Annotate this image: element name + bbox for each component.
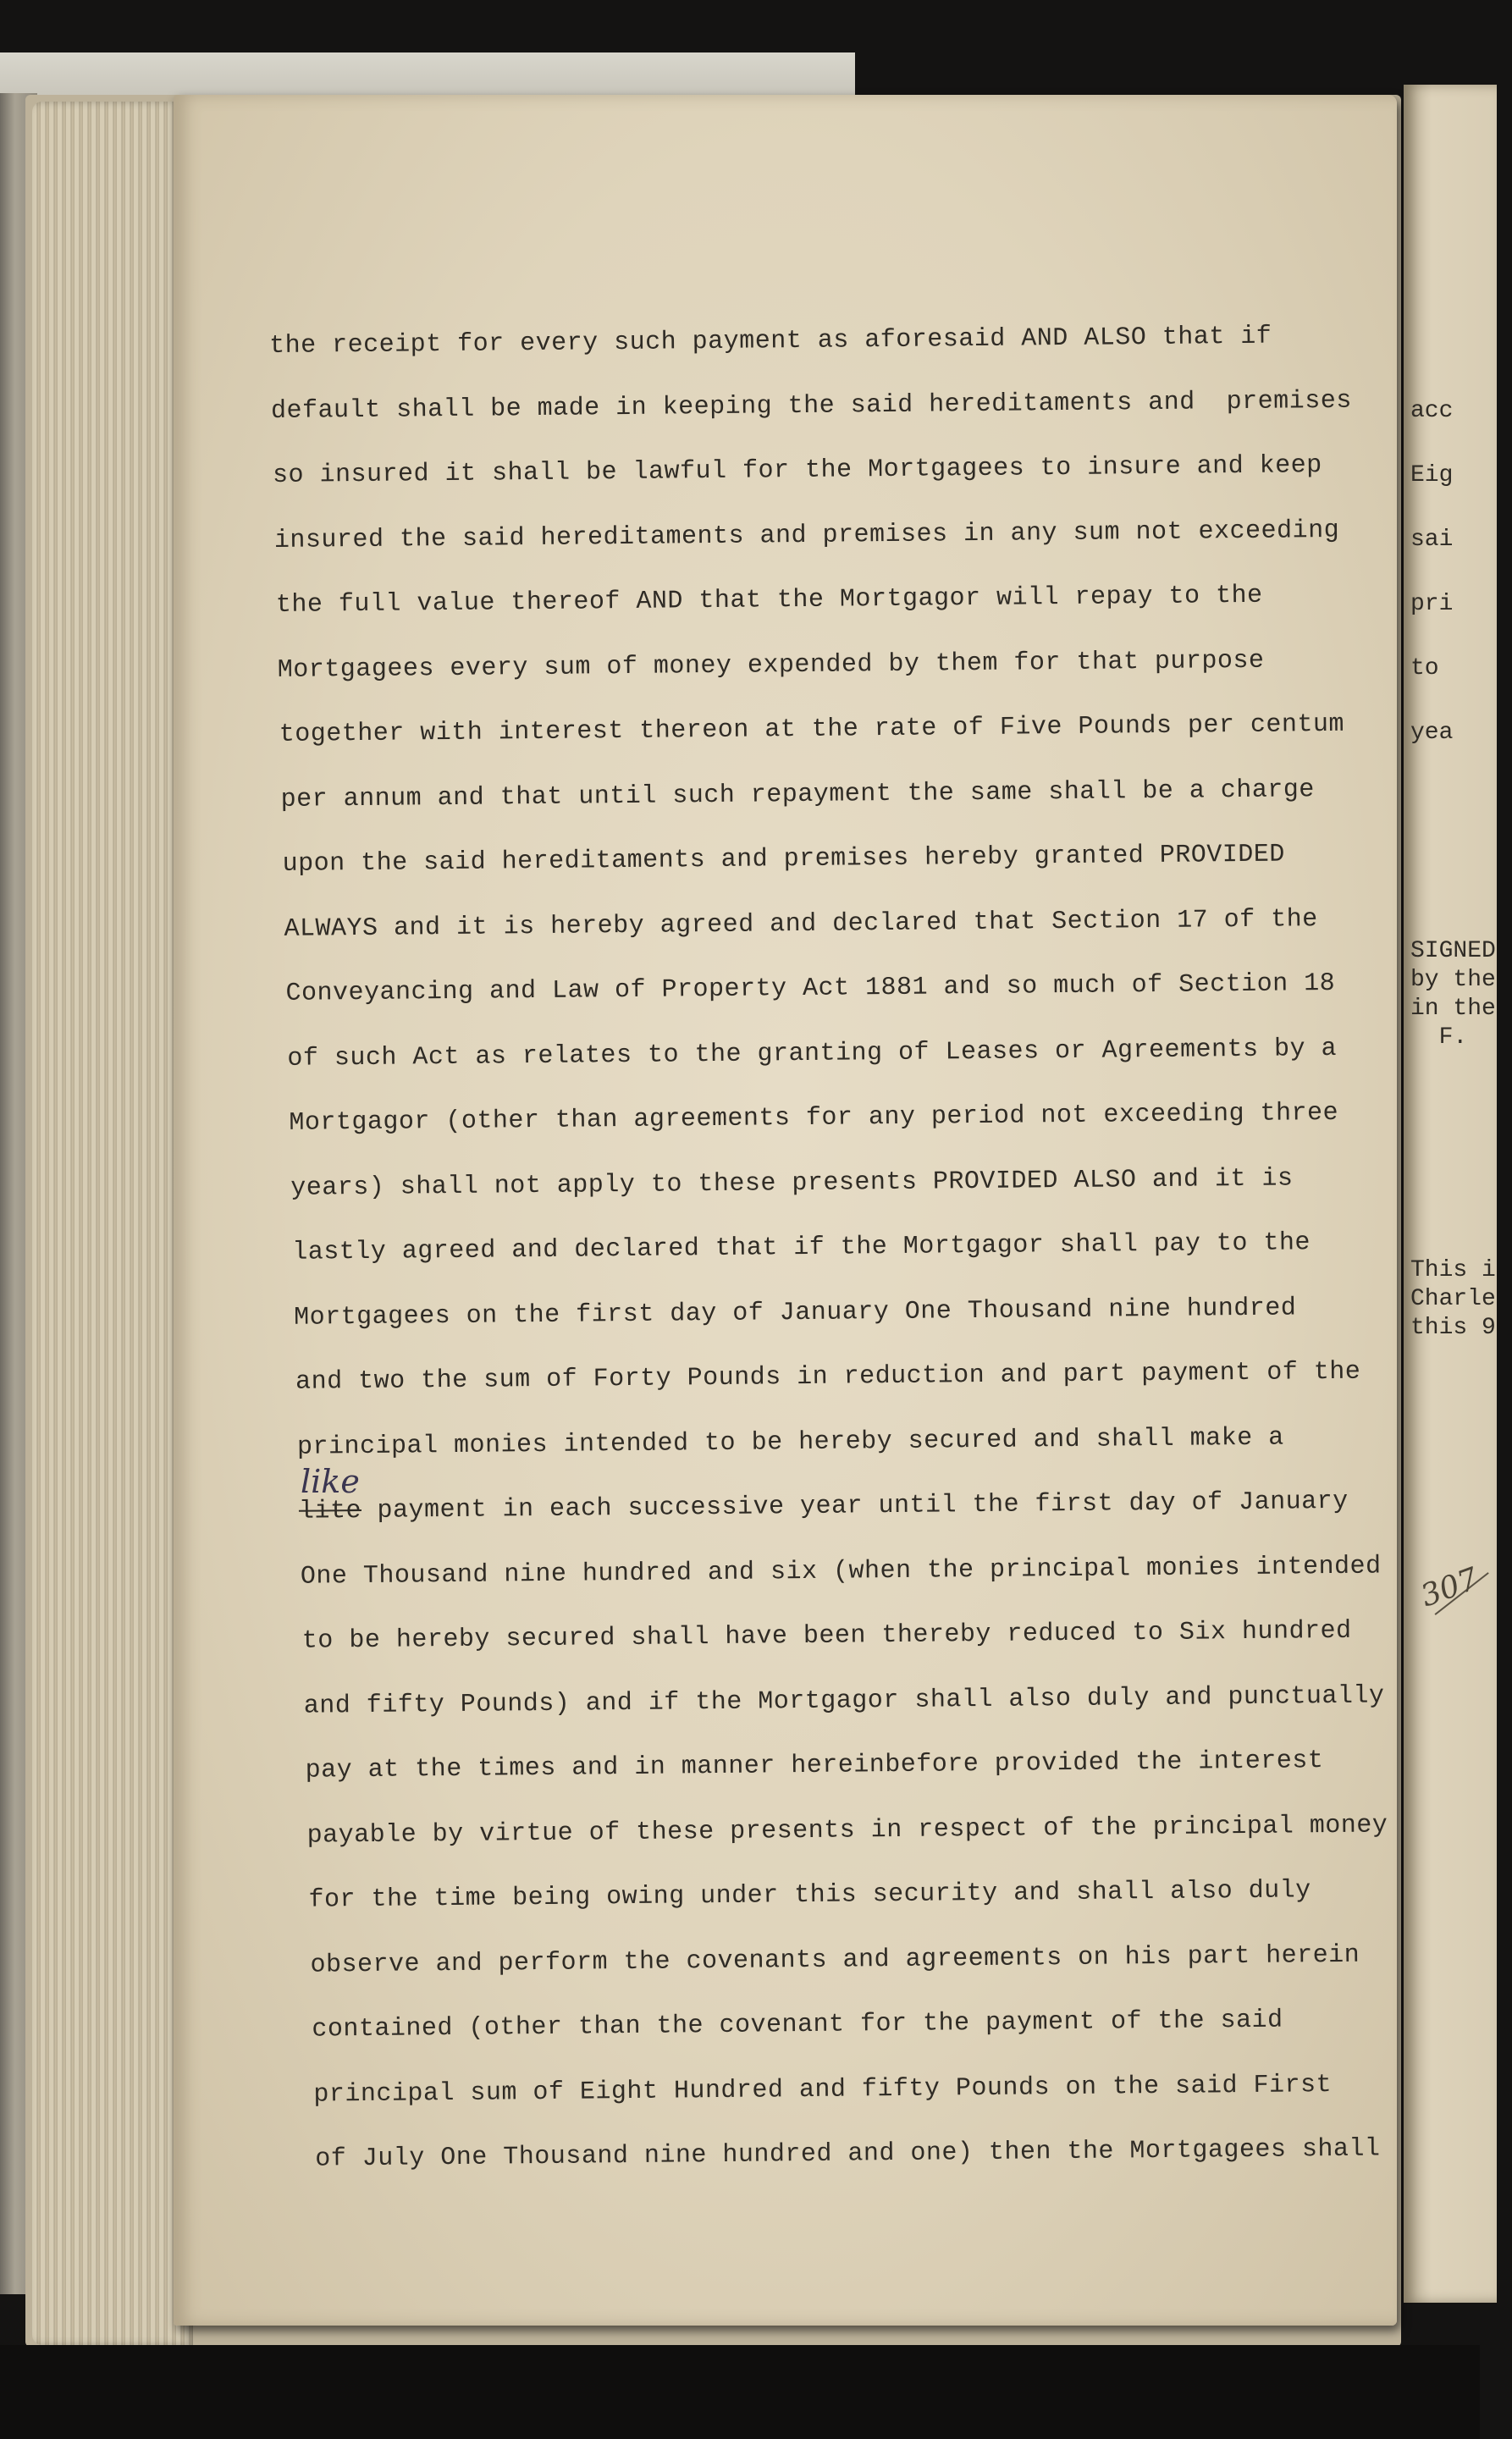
document-line: the receipt for every such payment as aforesaid AND ALSO that if <box>269 322 1272 361</box>
document-line: the full value thereof AND that the Mortgagor will repay to the <box>275 581 1263 620</box>
facing-page-line: yea <box>1410 720 1454 746</box>
facing-page-signed-block <box>1410 938 1512 1062</box>
facing-page-line: in the <box>1410 996 1496 1022</box>
document-line: payable by virtue of these presents in respect of the principal money <box>306 1810 1388 1851</box>
document-line: One Thousand nine hundred and six (when the principal monies intended <box>300 1551 1382 1592</box>
handwritten-insert: like <box>301 1463 360 1500</box>
facing-page-line: pri <box>1410 591 1454 617</box>
facing-page-line: This i <box>1410 1257 1496 1283</box>
document-line: ALWAYS and it is hereby agreed and declared that Section 17 of the <box>284 904 1318 944</box>
background-sheet <box>0 52 855 97</box>
document-line: per annum and that until such repayment the same shall be a charge <box>280 775 1316 814</box>
document-line: and fifty Pounds) and if the Mortgagor shall also duly and punctually <box>303 1680 1385 1721</box>
document-line: and two the sum of Forty Pounds in reduction and part payment of the <box>295 1357 1361 1397</box>
facing-page-line: Eig <box>1410 462 1454 488</box>
document-line: pay at the times and in manner hereinbefore provided the interest <box>305 1746 1324 1785</box>
document-line: Mortgagees every sum of money expended by them for that purpose <box>277 646 1265 685</box>
document-line: years) shall not apply to these presents PROVIDED ALSO and it is <box>290 1163 1294 1203</box>
facing-page-line: SIGNED <box>1410 938 1496 964</box>
document-line: so insured it shall be lawful for the Mortgagees to insure and keep <box>272 451 1322 490</box>
document-line: together with interest thereon at the rate of Five Pounds per centum <box>279 709 1345 749</box>
document-line: principal sum of Eight Hundred and fifty Pounds on the said First <box>313 2070 1333 2110</box>
document-line: lastly agreed and declared that if the Mortgagor shall pay to the <box>292 1228 1311 1267</box>
facing-page-line: to <box>1410 655 1439 681</box>
facing-page-line: by the <box>1410 967 1496 993</box>
facing-page-line: sai <box>1410 527 1454 553</box>
document-line: of such Act as relates to the granting of Leases or Agreements by a <box>287 1034 1338 1073</box>
document-line: observe and perform the covenants and agreements on his part herein <box>310 1940 1360 1980</box>
page-edges <box>32 102 193 2345</box>
document-line: lite payment in each successive year until the first day of January <box>298 1487 1349 1526</box>
document-line: Mortgagees on the first day of January One Thousand nine hundred <box>294 1293 1297 1333</box>
margin-scribble: 307 <box>1416 1561 1483 1614</box>
document-line: principal monies intended to be hereby secured and shall make a <box>296 1423 1284 1462</box>
struck-word: lite <box>298 1497 362 1526</box>
document-line: to be hereby secured shall have been thereby reduced to Six hundred <box>301 1616 1352 1656</box>
facing-page-line: this 9 <box>1410 1315 1496 1341</box>
facing-page-line: acc <box>1410 398 1454 424</box>
document-line: Conveyancing and Law of Property Act 1881 and so much of Section 18 <box>285 968 1336 1008</box>
document-line: for the time being owing under this security and shall also duly <box>308 1876 1311 1915</box>
document-line: upon the said hereditaments and premises hereby granted PROVIDED <box>282 840 1285 879</box>
document-body <box>269 319 1426 2193</box>
facing-page-note <box>1410 1257 1512 1352</box>
facing-page-line: Charle <box>1410 1286 1496 1312</box>
facing-page-line: F. <box>1410 1024 1468 1051</box>
document-line: contained (other than the covenant for the payment of the said <box>312 2006 1283 2044</box>
facing-page-text-top <box>1410 398 1512 792</box>
document-line: of July One Thousand nine hundred and one) then the Mortgagees shall <box>315 2134 1381 2174</box>
document-line: default shall be made in keeping the said hereditaments and premises <box>270 386 1352 426</box>
document-line: insured the said hereditaments and premises in any sum not exceeding <box>273 516 1340 555</box>
document-line: Mortgagor (other than agreements for any period not exceeding three <box>289 1098 1339 1138</box>
table-surface <box>0 2345 1480 2439</box>
